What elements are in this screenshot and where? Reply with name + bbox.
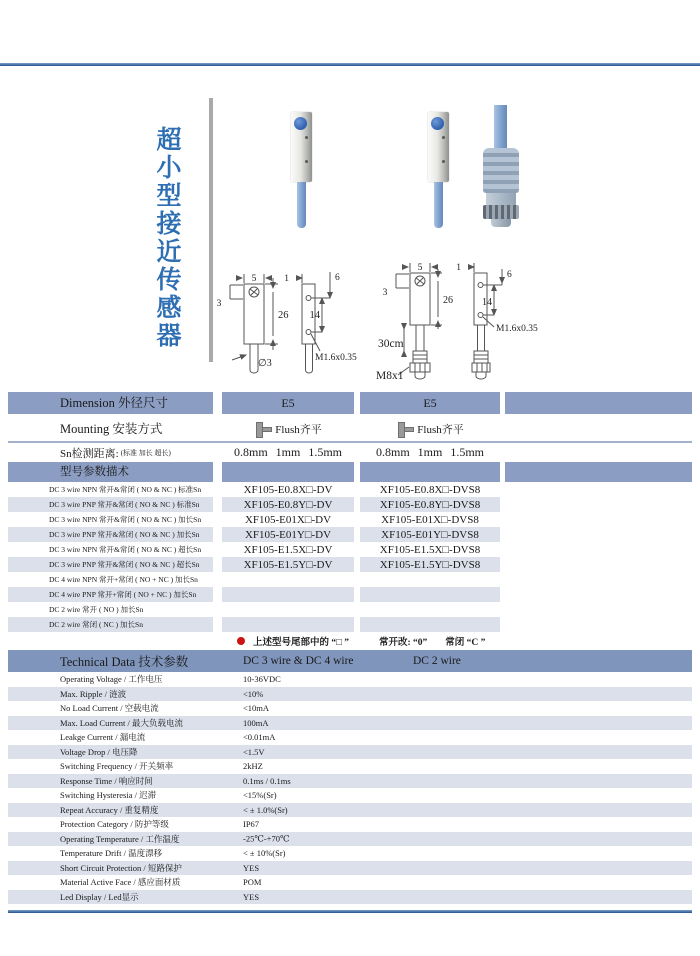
- sn-sublabel: (标准 加长 超长): [120, 448, 171, 457]
- tech-row-value: -25℃-+70℃: [243, 833, 290, 844]
- mounting-value: Flush齐平: [417, 424, 464, 436]
- tech-row-label: Response Time / 响应时间: [60, 775, 153, 786]
- model-number-dv: XF105-E0.8Y□-DV: [222, 497, 354, 512]
- tech-row: [8, 774, 692, 789]
- dimension-value-dvs8: E5: [360, 392, 500, 414]
- dim-thread-label: M1.6x0.35: [496, 324, 538, 334]
- tech-row: [8, 817, 692, 832]
- note-text-1: 上述型号尾部中的 “□ ”: [253, 638, 349, 648]
- note-text-3: 常闭 “C ”: [445, 638, 486, 648]
- model-number-dvs8: [360, 572, 500, 587]
- model-row: [8, 512, 692, 527]
- model-row-label: DC 4 wire NPN 常开+常闭 ( NO + NC ) 加长Sn: [49, 575, 198, 584]
- model-number-dv: XF105-E01X□-DV: [244, 513, 332, 526]
- tech-row: [8, 745, 692, 760]
- model-number-dv: XF105-E1.5Y□-DV: [222, 557, 354, 572]
- flush-mount-icon: [254, 421, 271, 437]
- tech-col-dc34wire: DC 3 wire & DC 4 wire: [243, 655, 354, 667]
- dim-edge-label: 6: [507, 270, 512, 280]
- model-number-dvs8: [360, 587, 500, 602]
- sn-value-dv: 0.8mm 1mm 1.5mm: [233, 445, 342, 459]
- sn-empty-cell: [505, 443, 692, 462]
- tech-row-label: Switching Hysteresia / 迟滞: [60, 790, 157, 801]
- dim-cable-dia-label: ∅3: [258, 358, 272, 369]
- model-number-dv: [222, 602, 354, 617]
- model-row-label: DC 3 wire NPN 常开&常闭 ( NO & NC ) 加长Sn: [49, 515, 202, 524]
- tech-row-value: 100mA: [243, 717, 269, 728]
- model-number-dv: [222, 587, 354, 602]
- tech-row-label: Material Active Face / 感应面材质: [60, 877, 181, 888]
- tech-row: [8, 803, 692, 818]
- model-number-dv: [222, 572, 354, 587]
- dim-thread-label: M1.6x0.35: [315, 353, 357, 363]
- technical-data-header-row: [8, 650, 692, 672]
- dimension-label: Dimension 外径尺寸: [60, 396, 168, 410]
- model-number-dvs8: XF105-E01Y□-DVS8: [360, 527, 500, 542]
- model-number-dvs8: XF105-E01X□-DVS8: [381, 513, 479, 526]
- dim-span-label: 14: [482, 297, 492, 308]
- dim-offset-label: 3: [216, 299, 222, 309]
- tech-row: [8, 687, 692, 702]
- top-rule: [0, 63, 700, 66]
- tech-row-value: <0.01mA: [243, 732, 276, 743]
- screw-dot: [305, 136, 308, 139]
- tech-row-label: Repeat Accuracy / 重复精度: [60, 804, 159, 815]
- dim-cable-length-label: 30cm: [378, 338, 404, 350]
- tech-row-label: Short Circuit Protection / 短路保护: [60, 862, 182, 873]
- tech-row: [8, 846, 692, 861]
- screw-dot: [442, 136, 445, 139]
- model-table: [8, 482, 692, 632]
- dimension-drawing-cable-version: [210, 256, 374, 390]
- tech-row: [8, 672, 692, 687]
- tech-row: [8, 759, 692, 774]
- sensor-body-image: [428, 112, 449, 182]
- dim-gap-label: 1: [284, 274, 289, 284]
- model-row-label: DC 4 wire PNP 常开+常闭 ( NO + NC ) 加长Sn: [8, 587, 213, 602]
- sn-label: Sn检测距离:: [60, 447, 119, 460]
- model-number-dvs8: XF105-E0.8X□-DVS8: [379, 483, 481, 496]
- model-row-label: DC 3 wire PNP 常开&常闭 ( NO & NC ) 标准Sn: [8, 497, 213, 512]
- tech-row-label: Protection Category / 防护等级: [60, 819, 169, 830]
- model-row-label: DC 2 wire 常开 ( NO ) 加长Sn: [49, 605, 144, 614]
- model-row-label: DC 3 wire PNP 常开&常闭 ( NO & NC ) 超长Sn: [8, 557, 213, 572]
- model-row: [8, 602, 692, 617]
- tech-row-label: Max. Ripple / 涟波: [60, 688, 127, 699]
- model-row: [8, 542, 692, 557]
- tech-row: [8, 832, 692, 847]
- model-row: [8, 572, 692, 587]
- tech-row-value: POM: [243, 877, 262, 888]
- tech-row-value: YES: [243, 862, 260, 873]
- sensing-face-image: [431, 117, 444, 130]
- tech-row-value: <10%: [243, 688, 264, 699]
- technical-data-table: [8, 672, 692, 904]
- mounting-row: [8, 417, 692, 443]
- model-row: [8, 587, 692, 602]
- tech-row-label: Max. Load Current / 最大负载电流: [60, 717, 183, 728]
- mounting-label: Mounting 安装方式: [60, 422, 163, 436]
- dimension-header-row: [8, 392, 692, 414]
- dim-length-label: 26: [443, 295, 453, 306]
- tech-row: [8, 730, 692, 745]
- dimension-drawing-connector-version: [374, 255, 546, 393]
- tech-row-value: < ± 1.0%(Sr): [243, 804, 288, 815]
- model-number-dvs8: [360, 602, 500, 617]
- sn-value-dvs8: 0.8mm 1mm 1.5mm: [375, 445, 484, 459]
- mounting-value: Flush齐平: [275, 424, 322, 436]
- flush-mount-icon: [396, 421, 413, 437]
- model-table-header: 型号参数描术: [60, 466, 129, 478]
- tech-row-label: Operating Temperature / 工作温度: [60, 833, 180, 844]
- tech-row-label: Led Display / Led显示: [60, 891, 139, 902]
- tech-row-label: Temperature Drift / 温度漂移: [60, 848, 163, 859]
- model-number-dvs8: XF105-E1.5Y□-DVS8: [360, 557, 500, 572]
- dim-gap-label: 1: [456, 263, 461, 273]
- sn-distance-row: [8, 443, 692, 462]
- model-row-label: DC 3 wire NPN 常开&常闭 ( NO & NC ) 超长Sn: [49, 545, 202, 554]
- tech-row-label: Leakge Current / 漏电流: [60, 732, 146, 743]
- tech-row: [8, 788, 692, 803]
- model-table-header-row: [8, 462, 692, 482]
- model-number-dv: [222, 617, 354, 632]
- m8-connector-nut-image: [483, 205, 519, 219]
- screw-dot: [442, 160, 445, 163]
- tech-row: [8, 716, 692, 731]
- page-title: 超小型接近传感器: [153, 126, 180, 350]
- bottom-rule: [8, 910, 692, 913]
- screw-dot: [305, 160, 308, 163]
- tech-row-value: <15%(Sr): [243, 790, 277, 801]
- m8-connector-tip-image: [491, 219, 511, 227]
- tech-row-value: 10-36VDC: [243, 674, 281, 685]
- sensing-face-image: [294, 117, 307, 130]
- connector-cable-image: [494, 105, 507, 150]
- sensor-body-image: [291, 112, 312, 182]
- model-row: [8, 497, 692, 512]
- model-number-dv: XF105-E1.5X□-DV: [243, 543, 333, 556]
- model-row: [8, 617, 692, 632]
- model-number-dv: XF105-E01Y□-DV: [222, 527, 354, 542]
- tech-row-value: 0.1ms / 0.1ms: [243, 775, 291, 786]
- model-number-dvs8: XF105-E0.8Y□-DVS8: [360, 497, 500, 512]
- note-text-2: 常开改: “0”: [379, 638, 428, 648]
- model-number-dv: XF105-E0.8X□-DV: [243, 483, 333, 496]
- model-row-label: DC 3 wire NPN 常开&常闭 ( NO & NC ) 标准Sn: [49, 485, 202, 494]
- tech-row-label: Operating Voltage / 工作电压: [60, 674, 163, 685]
- dimension-empty-cell: [505, 392, 692, 414]
- dim-edge-label: 6: [335, 273, 340, 283]
- tech-row-label: No Load Current / 空载电流: [60, 703, 159, 714]
- model-row: [8, 527, 692, 542]
- tech-row: [8, 890, 692, 905]
- model-number-dvs8: [360, 617, 500, 632]
- dim-width-label: 5: [417, 263, 423, 273]
- tech-row-label: Switching Frequency / 开关频率: [60, 761, 174, 772]
- model-suffix-note: [237, 633, 485, 649]
- tech-row-value: <10mA: [243, 703, 270, 714]
- mounting-empty-cell: [505, 417, 692, 441]
- model-row-label: DC 3 wire PNP 常开&常闭 ( NO & NC ) 加长Sn: [8, 527, 213, 542]
- sensor-cable-image: [434, 182, 443, 228]
- sensor-cable-image: [297, 182, 306, 228]
- model-number-dvs8: XF105-E1.5X□-DVS8: [379, 543, 481, 556]
- technical-data-title: Technical Data 技术参数: [60, 655, 189, 669]
- model-row: [8, 482, 692, 497]
- dim-length-label: 26: [278, 310, 289, 321]
- tech-row: [8, 701, 692, 716]
- model-row: [8, 557, 692, 572]
- dim-width-label: 5: [251, 274, 257, 284]
- tech-row-value: IP67: [243, 819, 260, 830]
- tech-row: [8, 861, 692, 876]
- dim-offset-label: 3: [382, 288, 388, 298]
- m8-connector-boot-image: [483, 148, 519, 193]
- dim-span-label: 14: [309, 310, 320, 321]
- tech-row-value: <1.5V: [243, 746, 265, 757]
- m8-connector-barrel-image: [486, 193, 516, 205]
- model-row-label: DC 2 wire 常闭 ( NC ) 加长Sn: [8, 617, 213, 632]
- tech-row-value: < ± 10%(Sr): [243, 848, 286, 859]
- tech-row-value: 2kHZ: [243, 761, 263, 772]
- dimension-value-dv: E5: [222, 392, 354, 414]
- red-bullet-icon: [237, 637, 245, 645]
- tech-row: [8, 875, 692, 890]
- tech-col-dc2wire: DC 2 wire: [413, 655, 461, 667]
- dim-nut-thread-label: M8x1: [376, 370, 404, 382]
- tech-row-value: YES: [243, 891, 260, 902]
- tech-row-label: Voltage Drop / 电压降: [60, 746, 138, 757]
